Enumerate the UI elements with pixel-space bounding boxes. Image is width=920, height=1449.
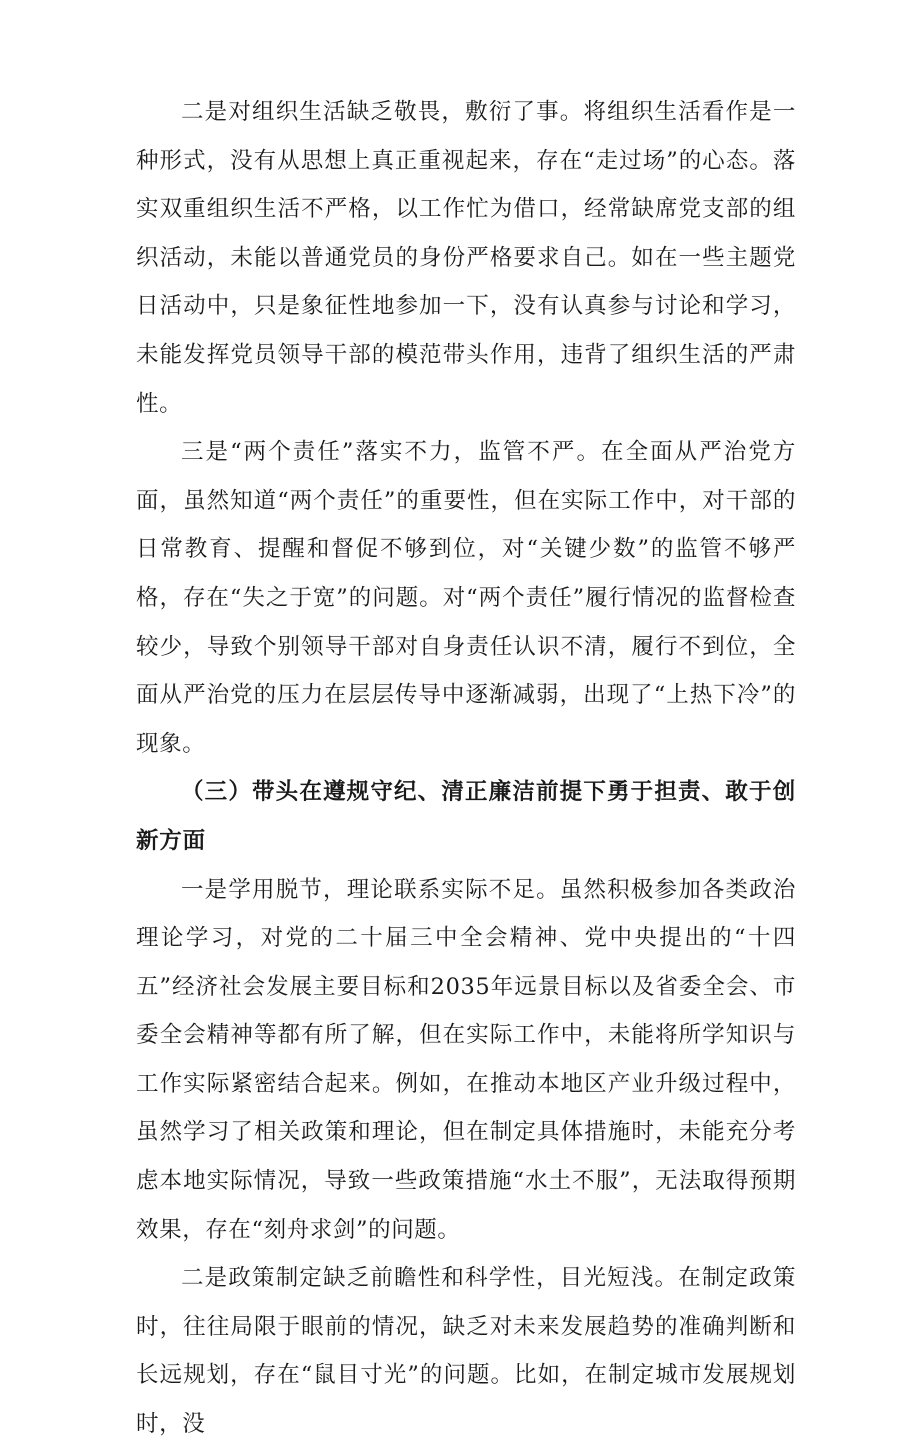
document-body <box>136 88 796 1449</box>
paragraph-theory-practice: 一是学用脱节，理论联系实际不足。虽然积极参加各类政治理论学习，对党的二十届三中全会精神、党中央提出的“十四五”经济社会发展主要目标和2035年远景目标以及省委全会、市委全会精神等都有所了解，但在实际工作中，未能将所学知识与工作实际紧密结合起来。例如，在推动本地区产业升级过程中，虽然学习了相关政策和理论，但在制定具体措施时，未能充分考虑本地实际情况，导致一些政策措施“水土不服”，无法取得预期效果，存在“刻舟求剑”的问题。 <box>136 876 796 1243</box>
paragraph-two-responsibilities: 三是“两个责任”落实不力，监管不严。在全面从严治党方面，虽然知道“两个责任”的重要性，但在实际工作中，对干部的日常教育、提醒和督促不够到位，对“关键少数”的监管不够严格，存在“失之于宽”的问题。对“两个责任”履行情况的监督检查较少，导致个别领导干部对自身责任认识不清，履行不到位，全面从严治党的压力在层层传导中逐渐减弱，出现了“上热下冷”的现象。 <box>136 439 796 757</box>
paragraph-organizational-life: 二是对组织生活缺乏敬畏，敷衍了事。将组织生活看作是一种形式，没有从思想上真正重视起来，存在“走过场”的心态。落实双重组织生活不严格，以工作忙为借口，经常缺席党支部的组织活动，未能以普通党员的身份严格要求自己。如在一些主题党日活动中，只是象征性地参加一下，没有认真参与讨论和学习，未能发挥党员领导干部的模范带头作用，违背了组织生活的严肃性。 <box>136 99 796 417</box>
paragraph-policy-foresight: 二是政策制定缺乏前瞻性和科学性，目光短浅。在制定政策时，往往局限于眼前的情况，缺乏对未来发展趋势的准确判断和长远规划，存在“鼠目寸光”的问题。比如，在制定城市发展规划时，没 <box>136 1265 796 1438</box>
section-heading-3: （三）带头在遵规守纪、清正廉洁前提下勇于担责、敢于创新方面 <box>136 779 796 854</box>
